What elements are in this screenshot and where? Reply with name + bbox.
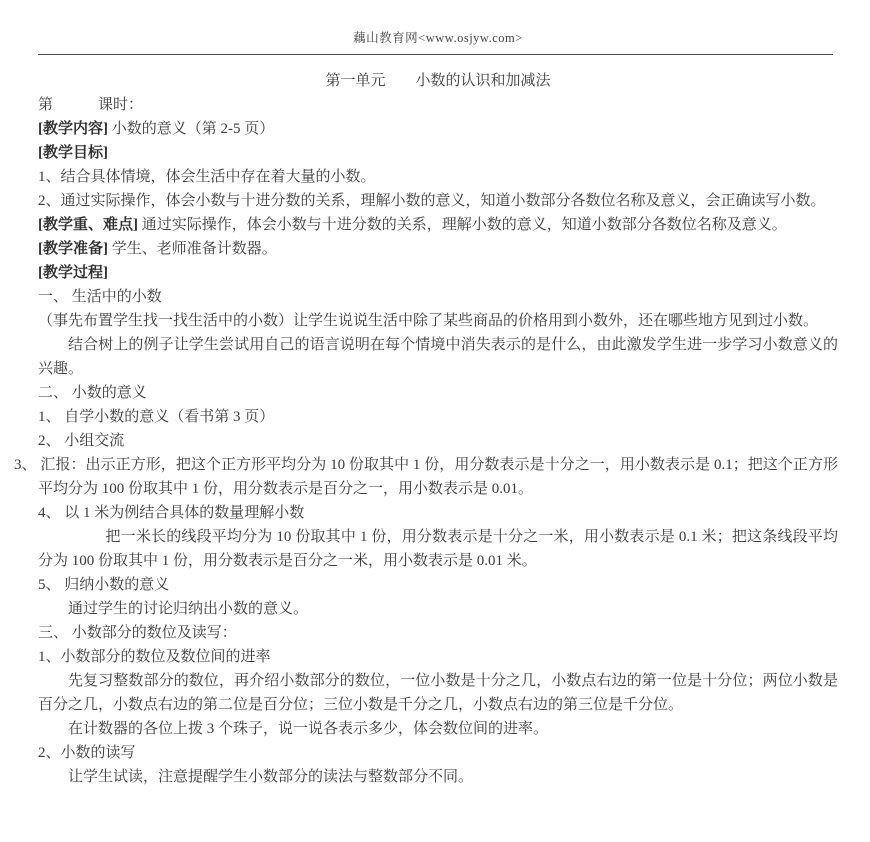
paragraph-counter-beads: 在计数器的各位上拨 3 个珠子，说一说各表示多少，体会数位间的进率。: [68, 721, 549, 737]
paragraph-digit-review: 先复习整数部分的数位，再介绍小数部分的数位，一位小数是十分之几，小数点右边的第一位是十分位；两位小数是百分之几，小数点右边的第二位是百分位；三位小数是千分之几，小数点右边的第三位是千分位。: [38, 673, 838, 713]
paragraph-meter-segment: 把一米长的线段平均分为 10 份取其中 1 份，用分数表示是十分之一米，用小数表示是 0.1 米；把这条线段平均分为 100 份取其中 1 份，用分数表示是百分之一米，用小数表示是 0.01 米。: [38, 529, 838, 569]
lesson-number-line: 第 课时：: [38, 97, 144, 113]
paragraph-text: 通过实际操作，体会小数与十进分数的关系，理解小数的意义，知道小数部分各数位名称及意义。: [138, 217, 787, 233]
paragraph-digit-rate-heading: 1、小数部分的数位及数位间的进率: [38, 649, 271, 665]
section-label: [教学目标]: [38, 145, 108, 161]
paragraph-objective-2: 2、通过实际操作，体会小数与十进分数的关系，理解小数的意义，知道小数部分各数位名称及意义，会正确读写小数。: [38, 193, 826, 209]
paragraph-text: 学生、老师准备计数器。: [108, 241, 277, 257]
section-label: [教学准备]: [38, 241, 108, 257]
paragraph-key-difficulty: [38, 213, 838, 237]
paragraph-report-square: 3、 汇报：出示正方形，把这个正方形平均分为 10 份取其中 1 份，用分数表示是十分之一，用小数表示是 0.1；把这个正方形平均分为 100 份取其中 1 份，用分数表示是百分之一，用小数表示是 0.01。: [14, 457, 838, 497]
paragraph-read-practice: 让学生试读，注意提醒学生小数部分的读法与整数部分不同。: [68, 769, 474, 785]
paragraph-read-write-heading: 2、小数的读写: [38, 745, 136, 761]
paragraph-meter-example-heading: 4、 以 1 米为例结合具体的数量理解小数: [38, 505, 305, 521]
header-divider: [38, 54, 833, 55]
section-label: [教学过程]: [38, 265, 108, 281]
section-two-heading: 二、 小数的意义: [38, 385, 147, 401]
doc-title: 第一单元 小数的认识和加减法: [325, 73, 551, 89]
site-header-text: 藕山教育网<www.osjyw.com>: [353, 31, 523, 45]
section-one-heading: 一、 生活中的小数: [38, 289, 162, 305]
paragraph-objectives-heading: [38, 141, 838, 165]
paragraph-process-heading: [38, 261, 838, 285]
paragraph-text: 小数的意义（第 2-5 页）: [108, 121, 275, 137]
paragraph-life-decimals: （事先布置学生找一找生活中的小数）让学生说说生活中除了某些商品的价格用到小数外，还在哪些地方见到过小数。: [38, 313, 819, 329]
section-three-heading: 三、 小数部分的数位及读写：: [38, 625, 237, 641]
paragraph-teaching-content: [38, 117, 838, 141]
paragraph-objective-1: 1、结合具体情境，体会生活中存在着大量的小数。: [38, 169, 376, 185]
section-label: [教学内容]: [38, 121, 108, 137]
paragraph-self-study: 1、 自学小数的意义（看书第 3 页）: [38, 409, 275, 425]
paragraph-book-examples: 结合树上的例子让学生尝试用自己的语言说明在每个情境中消失表示的是什么，由此激发学生进一步学习小数意义的兴趣。: [38, 337, 838, 377]
paragraph-summarize-heading: 5、 归纳小数的意义: [38, 577, 170, 593]
paragraph-group-exchange: 2、 小组交流: [38, 433, 125, 449]
paragraph-summarize-discussion: 通过学生的讨论归纳出小数的意义。: [68, 601, 309, 617]
document-content: [14, 69, 838, 789]
paragraph-preparation: [38, 237, 838, 261]
section-label: [教学重、难点]: [38, 217, 138, 233]
